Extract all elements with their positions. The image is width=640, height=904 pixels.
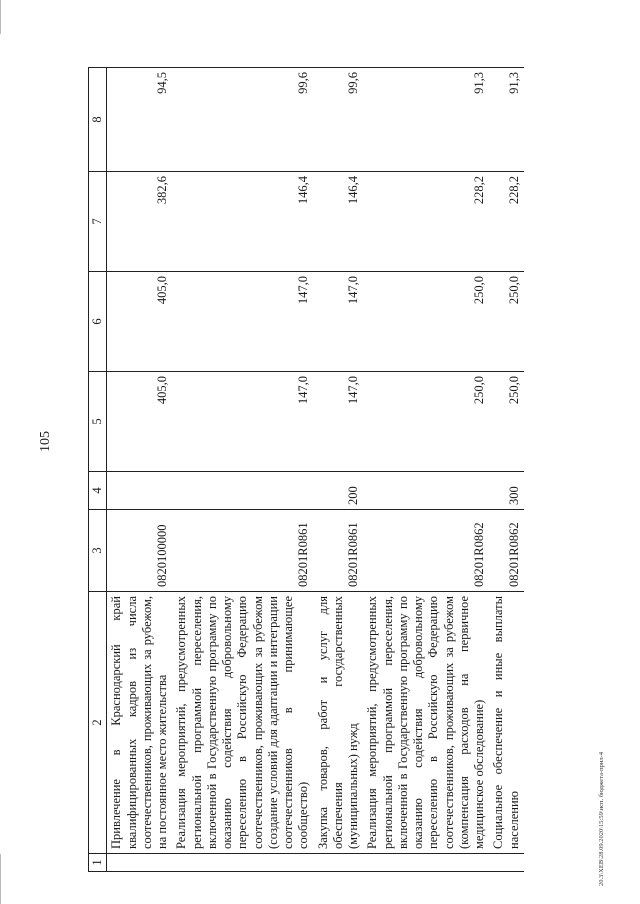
row-kind	[363, 472, 489, 510]
row-value-7: 228,2	[489, 172, 524, 272]
row-value-7: 146,4	[314, 172, 364, 272]
rotated-table-wrapper	[88, 68, 622, 872]
row-value-5: 147,0	[314, 372, 364, 472]
row-col1	[489, 854, 524, 872]
table-row	[107, 68, 173, 872]
row-name: Привлечение в Краснодарский край квалифицированных кадров из числа соотечественников, проживающих за рубежом, на постоянное место жительства	[107, 592, 173, 854]
row-value-5: 250,0	[489, 372, 524, 472]
row-col1	[363, 854, 489, 872]
row-code: 0820100000	[107, 510, 173, 592]
header-col-5: 5	[89, 372, 107, 472]
page-edge-bottom	[0, 854, 1, 904]
table-row	[363, 68, 489, 872]
row-value-8: 91,3	[489, 68, 524, 172]
header-col-7: 7	[89, 172, 107, 272]
row-name: Социальное обеспечение и иные выплаты населению	[489, 592, 524, 854]
row-value-8: 99,6	[172, 68, 313, 172]
row-col1	[314, 854, 364, 872]
page-number: 105	[38, 431, 53, 452]
row-value-5: 405,0	[107, 372, 173, 472]
budget-table	[88, 67, 524, 872]
row-value-6: 147,0	[172, 272, 313, 372]
row-kind: 200	[314, 472, 364, 510]
row-kind: 300	[489, 472, 524, 510]
row-value-8: 99,6	[314, 68, 364, 172]
row-value-5: 250,0	[363, 372, 489, 472]
row-name: Реализация мероприятий, предусмотренных региональной программой переселения, включенной в Государственную программу по оказанию содействия добровольному переселению в Российскую Федерацию соотечественников, проживающих за рубежом (создание условий для адаптации и интеграции соотечественников в принимающее сообщество)	[172, 592, 313, 854]
row-value-7: 382,6	[107, 172, 173, 272]
row-value-6: 147,0	[314, 272, 364, 372]
header-col-4: 4	[89, 472, 107, 510]
header-col-2: 2	[89, 592, 107, 854]
footer-stamp: 20.3\ХЕВ\28.09.2020\15:59\исп. бюджета-прил-4	[598, 751, 605, 886]
header-col-1: 1	[89, 854, 107, 872]
header-row	[89, 68, 107, 872]
row-code: 08201R0862	[489, 510, 524, 592]
row-value-6: 250,0	[489, 272, 524, 372]
row-code: 08201R0861	[172, 510, 313, 592]
table-row	[489, 68, 524, 872]
row-col1	[107, 854, 173, 872]
row-value-6: 405,0	[107, 272, 173, 372]
row-kind	[172, 472, 313, 510]
row-value-8: 94,5	[107, 68, 173, 172]
row-value-7: 146,4	[172, 172, 313, 272]
row-col1	[172, 854, 313, 872]
row-kind	[107, 472, 173, 510]
header-col-8: 8	[89, 68, 107, 172]
row-name: Реализация мероприятий, предусмотренных региональной программой переселения, включенной в Государственную программу по оказанию содействия добровольному переселению в Российскую Федерацию соотечественников, проживающих за рубежом (компенсация расходов на первичное медицинское обследование)	[363, 592, 489, 854]
table-row	[172, 68, 313, 872]
row-code: 08201R0861	[314, 510, 364, 592]
table-row	[314, 68, 364, 872]
row-name: Закупка товаров, работ и услуг для обеспечения государственных (муниципальных) нужд	[314, 592, 364, 854]
row-value-6: 250,0	[363, 272, 489, 372]
header-col-6: 6	[89, 272, 107, 372]
row-value-7: 228,2	[363, 172, 489, 272]
header-col-3: 3	[89, 510, 107, 592]
row-value-8: 91,3	[363, 68, 489, 172]
row-code: 08201R0862	[363, 510, 489, 592]
page-edge-top	[0, 0, 1, 34]
row-value-5: 147,0	[172, 372, 313, 472]
